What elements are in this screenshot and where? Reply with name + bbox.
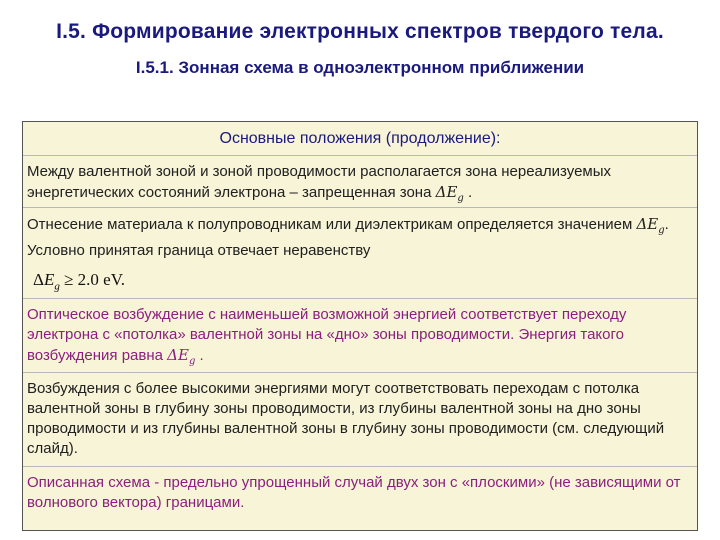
band-gap-formula: $\Delta E_g \ge 2.0$ eV.	[33, 270, 126, 293]
paragraph-simplified-scheme: Описанная схема - предельно упрощенный случай двух зон с «плоскими» (не зависящими от волнового вектора) границами.	[27, 474, 681, 511]
slide-subtitle: I.5.1. Зонная схема в одноэлектронном приближении	[135, 58, 585, 77]
box-heading: Основные положения (продолжение):	[219, 130, 501, 147]
divider	[23, 372, 697, 373]
paragraph-optical-excitation: Оптическое возбуждение с наименьшей возможной энергией соответствует переходу электрона с «потолка» валентной зоны на «дно» зоны проводимости. Энергия такого возбуждения равна $\Delta E_g$ .	[27, 306, 627, 367]
divider	[23, 207, 697, 208]
paragraph-text: Между валентной зоной и зоной проводимости располагается зона нереализуемых энергетических состояний электрона – запрещенная зона	[27, 163, 612, 201]
paragraph-higher-excitations: Возбуждения с более высокими энергиями могут соответствовать переходам с потолка валентной зоны в глубину зоны проводимости, из глубины валентной зоны на дно зоны проводимости и из глубины валентной зоны в глубину зоны проводимости (см. следующий слайд).	[27, 380, 665, 457]
content-box	[22, 121, 698, 531]
paragraph-text: Отнесение материала к полупроводникам или диэлектрикам определяется значением	[27, 216, 637, 233]
slide-title: I.5. Формирование электронных спектров твердого тела.	[56, 20, 664, 43]
divider	[23, 466, 697, 467]
paragraph-text: Оптическое возбуждение с наименьшей возможной энергией соответствует переходу электрона с «потолка» валентной зоны на «дно» зоны проводимости. Энергия такого возбуждения равна	[27, 306, 627, 364]
divider	[23, 155, 697, 156]
delta-eg-symbol: $\Delta E_g$	[167, 346, 196, 367]
delta-eg-symbol: $\Delta E_g$	[636, 215, 665, 236]
paragraph-classification: Отнесение материала к полупроводникам или диэлектрикам определяется значением $\Delta E_g$. Условно принятая граница отвечает неравенству	[27, 215, 669, 259]
divider	[23, 298, 697, 299]
paragraph-band-gap: Между валентной зоной и зоной проводимости располагается зона нереализуемых энергетических состояний электрона – запрещенная зона $\Delta E_g$ .	[27, 163, 612, 204]
delta-eg-symbol: $\Delta E_g$	[435, 183, 464, 204]
